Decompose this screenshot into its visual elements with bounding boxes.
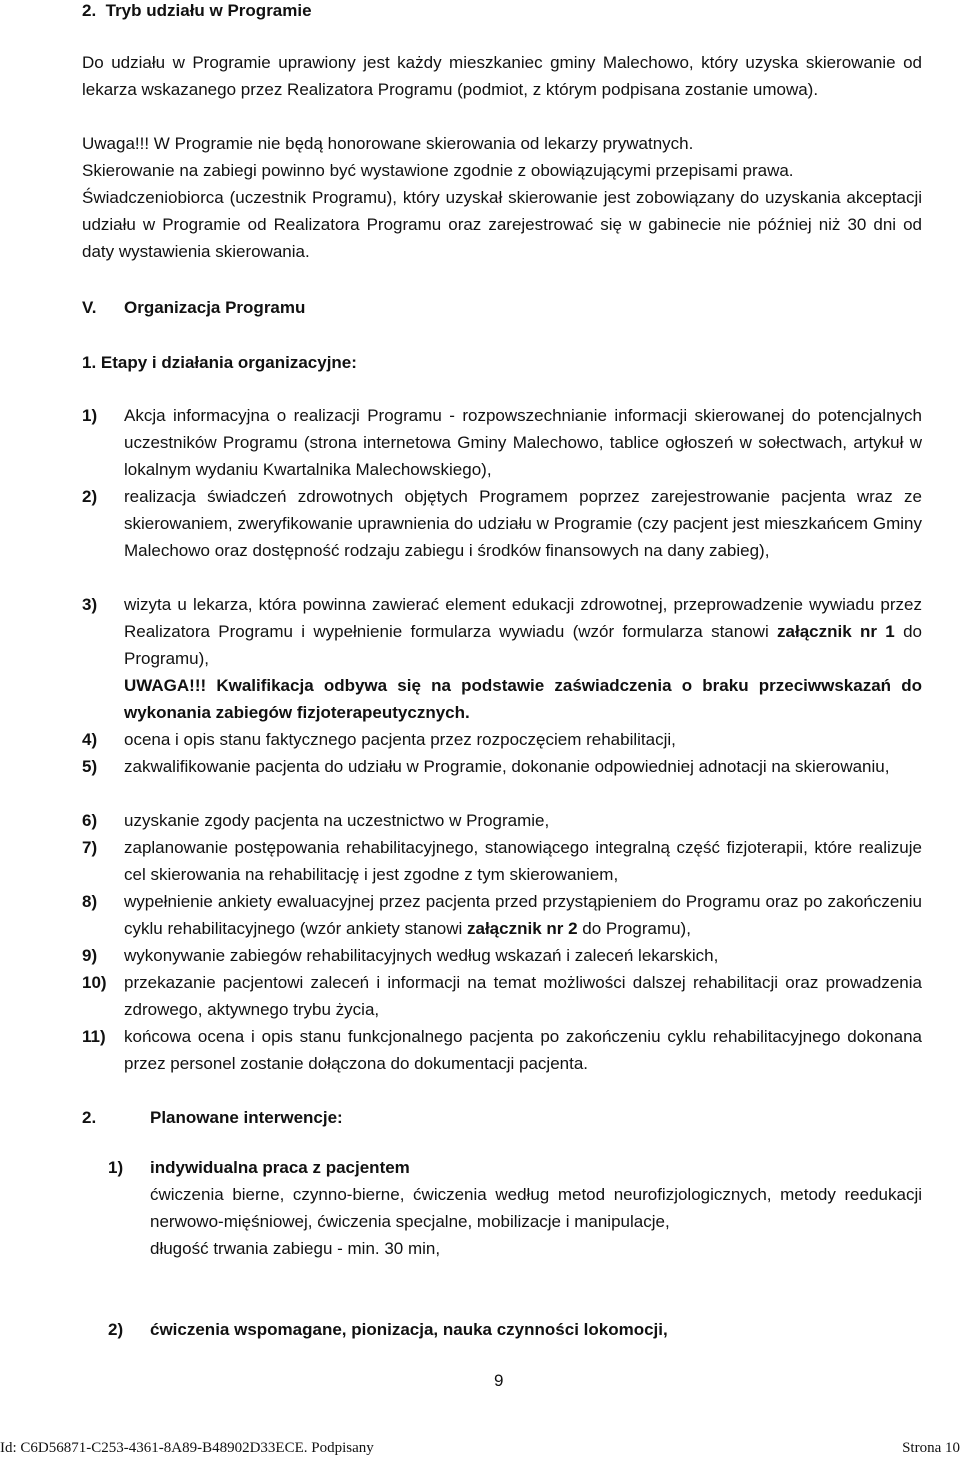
list-item-text [124,888,922,942]
chapter-v-number: V. [82,298,97,317]
list-item-text-part: do Programu), [577,919,691,938]
list-item-text: uzyskanie zgody pacjenta na uczestnictwo w Programie, [124,811,550,830]
chapter-v-title: Organizacja Programu [124,298,306,317]
list-item-text: przekazanie pacjentowi zaleceń i informacji na temat możliwości dalszej rehabilitacji oraz prowadzenia zdrowego, aktywnego trybu życia, [124,973,922,1019]
footer-page-label: Strona 10 [902,1440,960,1456]
list-item-number: 10) [82,973,107,992]
planned-interventions-title: Planowane interwencje: [150,1108,343,1127]
attachment-1-reference: załącznik nr 1 [777,622,895,641]
list-item-number: 3) [82,595,98,614]
intro-paragraph-1: Do udziału w Programie uprawiony jest każdy mieszkaniec gminy Malechowo, który uzyska skierowanie od lekarza wskazanego przez Realizatora Programu (podmiot, z którym podpisana zostanie umowa). [82,53,922,99]
list-item-number: 11) [82,1027,106,1046]
page-number: 9 [494,1371,504,1390]
list-item-number: 8) [82,892,98,911]
footer-document-id: Id: C6D56871-C253-4361-8A89-B48902D33ECE. Podpisany [0,1440,374,1456]
qualification-warning: UWAGA!!! Kwalifikacja odbywa się na podstawie zaświadczenia o braku przeciwwskazań do wykonania zabiegów fizjoterapeutycznych. [124,676,922,722]
intervention-description: ćwiczenia bierne, czynno-bierne, ćwiczenia według metod neurofizjologicznych, metody reedukacji nerwowo-mięśniowej, ćwiczenia specjalne, mobilizacje i manipulacje, [150,1185,922,1231]
intervention-number: 1) [108,1158,124,1177]
attachment-2-reference: załącznik nr 2 [467,919,578,938]
list-item-text [124,591,922,672]
intro-referral-line: Skierowanie na zabiegi powinno być wystawione zgodnie z obowiązującymi przepisami prawa. [82,161,794,180]
intro-paragraph-2: Świadczeniobiorca (uczestnik Programu), który uzyskał skierowanie jest zobowiązany do uzyskania akceptacji udziału w Programie od Realizatora Programu oraz zarejestrować się w gabinecie nie później niż 30 dni od daty wystawienia skierowania. [82,188,922,261]
list-item-number: 9) [82,946,98,965]
intervention-number: 2) [108,1320,124,1339]
list-item-text: ocena i opis stanu faktycznego pacjenta przez rozpoczęciem rehabilitacji, [124,730,676,749]
list-item-number: 7) [82,838,98,857]
list-item-number: 2) [82,487,98,506]
intervention-item [150,1154,922,1262]
list-item-text: zakwalifikowanie pacjenta do udziału w Programie, dokonanie odpowiedniej adnotacji na skierowaniu, [124,757,890,776]
intervention-title: ćwiczenia wspomagane, pionizacja, nauka czynności lokomocji, [150,1320,668,1339]
list-item-text: realizacja świadczeń zdrowotnych objętych Programem poprzez zarejestrowanie pacjenta wraz ze skierowaniem, zweryfikowanie uprawnienia do udziału w Programie (czy pacjent jest mieszkańcem Gminy Malechowo oraz dostępność rodzaju zabiegu i środków finansowych na dany zabieg), [124,487,922,560]
list-item-text: wykonywanie zabiegów rehabilitacyjnych według wskazań i zaleceń lekarskich, [124,946,719,965]
list-item-text: zaplanowanie postępowania rehabilitacyjnego, stanowiącego integralną część fizjoterapii, które realizuje cel skierowania na rehabilitację i jest zgodne z tym skierowaniem, [124,838,922,884]
list-item-text-part: do Programu), [124,622,922,668]
list-item-number: 5) [82,757,98,776]
list-item-text: końcowa ocena i opis stanu funkcjonalnego pacjenta po zakończeniu cyklu rehabilitacyjnego dokonana przez personel zostanie dołączona do dokumentacji pacjenta. [124,1027,922,1073]
list-item-number: 1) [82,406,98,425]
list-item-number: 4) [82,730,98,749]
list-item-text-part: wizyta u lekarza, która powinna zawierać element edukacji zdrowotnej, przeprowadzenie wywiadu przez Realizatora Programu i wypełnienie formularza wywiadu (wzór formularza stanowi [124,595,922,641]
list-item-text-part: wypełnienie ankiety ewaluacyjnej przez pacjenta przed przystąpieniem do Programu oraz po zakończeniu cyklu rehabilitacyjnego (wzór ankiety stanowi [124,892,922,938]
section-2-title: 2. Tryb udziału w Programie [82,1,312,20]
organizational-stages-title: 1. Etapy i działania organizacyjne: [82,353,357,372]
planned-interventions-number: 2. [82,1108,97,1127]
list-item-text: Akcja informacyjna o realizacji Programu - rozpowszechnianie informacji skierowanej do potencjalnych uczestników Programu (strona internetowa Gminy Malechowo, tablice ogłoszeń w sołectwach, artykuł w lokalnym wydaniu Kwartalnika Malechowskiego), [124,406,922,479]
list-item-number: 6) [82,811,98,830]
intervention-duration: długość trwania zabiegu - min. 30 min, [150,1239,441,1258]
intro-warning-line: Uwaga!!! W Programie nie będą honorowane skierowania od lekarzy prywatnych. [82,134,694,153]
intervention-title: indywidualna praca z pacjentem [150,1158,410,1177]
